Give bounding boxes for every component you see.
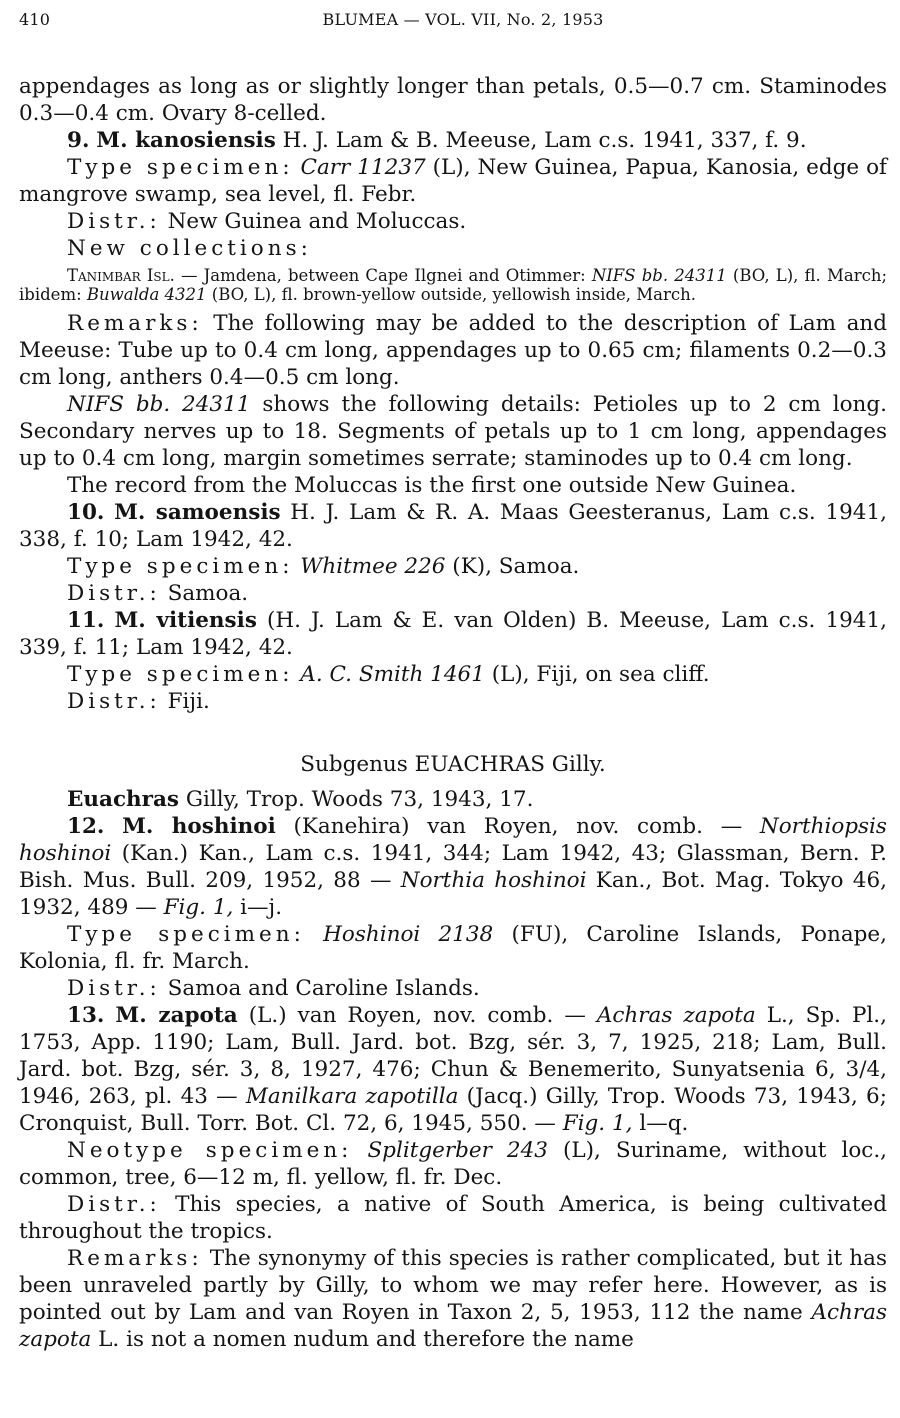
- subgenus-heading: Subgenus EUACHRAS Gilly.: [300, 752, 606, 777]
- species-9-type: Type specimen: Carr 11237 (L), New Guinea, Papua, Kanosia, edge of mangrove swamp, sea level, fl. Febr.: [19, 155, 887, 207]
- paragraph-continuation: appendages as long as or slightly longer than petals, 0.5—0.7 cm. Staminodes 0.3—0.4 cm. Ovary 8-celled.: [19, 74, 887, 126]
- species-11-name: M. vitiensis: [114, 608, 257, 633]
- species-12-distr: Distr.: Samoa and Caroline Islands.: [67, 976, 480, 1001]
- species-10-type: Type specimen: Whitmee 226 (K), Samoa.: [67, 554, 580, 579]
- article-body: [19, 73, 887, 1353]
- species-13-distr: Distr.: This species, a native of South America, is being cultivated throughout the tropics.: [19, 1192, 887, 1244]
- species-13-remarks: Remarks: The synonymy of this species is rather complicated, but it has been unraveled partly by Gilly, to whom we may refer here. However, as is pointed out by Lam and van Royen in Taxon 2, 5, 1953, 112 the name Achras zapota L. is not a nomen nudum and therefore the name: [19, 1246, 887, 1352]
- species-10-distr: Distr.: Samoa.: [67, 581, 249, 606]
- species-9-new-collections: New collections:: [67, 236, 312, 261]
- species-9-record-note: The record from the Moluccas is the first one outside New Guinea.: [67, 473, 797, 498]
- species-13-entry: 13. M. zapota (L.) van Royen, nov. comb. — Achras zapota L., Sp. Pl., 1753, App. 1190; Lam, Bull. Jard. bot. Bzg, sér. 3, 7, 1925, 218; Lam, Bull. Jard. bot. Bzg, sér. 3, 8, 1927, 476; Chun & Benemerito, Sunyatsenia 6, 3/4, 1946, 263, pl. 43 — Manilkara zapotilla (Jacq.) Gilly, Trop. Woods 73, 1943, 6; Cronquist, Bull. Torr. Bot. Cl. 72, 6, 1945, 550. — Fig. 1, l—q.: [19, 1003, 887, 1136]
- species-9-entry: 9. M. kanosiensis H. J. Lam & B. Meeuse, Lam c.s. 1941, 337, f. 9.: [67, 128, 807, 153]
- species-11-type: Type specimen: A. C. Smith 1461 (L), Fiji, on sea cliff.: [67, 662, 710, 687]
- species-11-entry: 11. M. vitiensis (H. J. Lam & E. van Olden) B. Meeuse, Lam c.s. 1941, 339, f. 11; Lam 1942, 42.: [19, 608, 887, 660]
- species-10-entry: 10. M. samoensis H. J. Lam & R. A. Maas Geesteranus, Lam c.s. 1941, 338, f. 10; Lam 1942, 42.: [19, 500, 887, 552]
- species-12-name: M. hoshinoi: [122, 814, 276, 839]
- species-9-name: M. kanosiensis: [96, 128, 276, 153]
- species-11-distr: Distr.: Fiji.: [67, 689, 210, 714]
- species-9-remarks: Remarks: The following may be added to the description of Lam and Meeuse: Tube up to 0.4 cm long, appendages up to 0.65 cm; filaments 0.2—0.3 cm long, anthers 0.4—0.5 cm long.: [19, 311, 887, 390]
- running-title: BLUMEA — VOL. VII, No. 2, 1953: [322, 10, 604, 29]
- page-header: [19, 10, 887, 34]
- species-13-name: M. zapota: [115, 1003, 238, 1028]
- species-10-name: M. samoensis: [114, 500, 281, 525]
- species-12-entry: 12. M. hoshinoi (Kanehira) van Royen, nov. comb. — Northiopsis hoshinoi (Kan.) Kan., Lam c.s. 1941, 344; Lam 1942, 43; Glassman, Bern. P. Bish. Mus. Bull. 209, 1952, 88 — Northia hoshinoi Kan., Bot. Mag. Tokyo 46, 1932, 489 — Fig. 1, i—j.: [19, 814, 887, 920]
- species-12-type: Type specimen: Hoshinoi 2138 (FU), Caroline Islands, Ponape, Kolonia, fl. fr. March.: [19, 922, 887, 974]
- species-9-nifs-details: NIFS bb. 24311 shows the following details: Petioles up to 2 cm long. Secondary nerves up to 18. Segments of petals up to 1 cm long, appendages up to 0.4 cm long, margin sometimes serrate; staminodes up to 0.4 cm long.: [19, 392, 887, 471]
- page-number: 410: [19, 10, 51, 29]
- species-9-distr: Distr.: New Guinea and Moluccas.: [67, 209, 467, 234]
- euachras-entry: Euachras Gilly, Trop. Woods 73, 1943, 17.: [67, 787, 534, 812]
- species-9-collection-list: Tanimbar Isl. — Jamdena, between Cape Ilgnei and Otimmer: NIFS bb. 24311 (BO, L), fl. March; ibidem: Buwalda 4321 (BO, L), fl. brown-yellow outside, yellowish inside, March.: [19, 266, 888, 304]
- species-13-neotype: Neotype specimen: Splitgerber 243 (L), Suriname, without loc., common, tree, 6—12 m, fl. yellow, fl. fr. Dec.: [19, 1138, 887, 1190]
